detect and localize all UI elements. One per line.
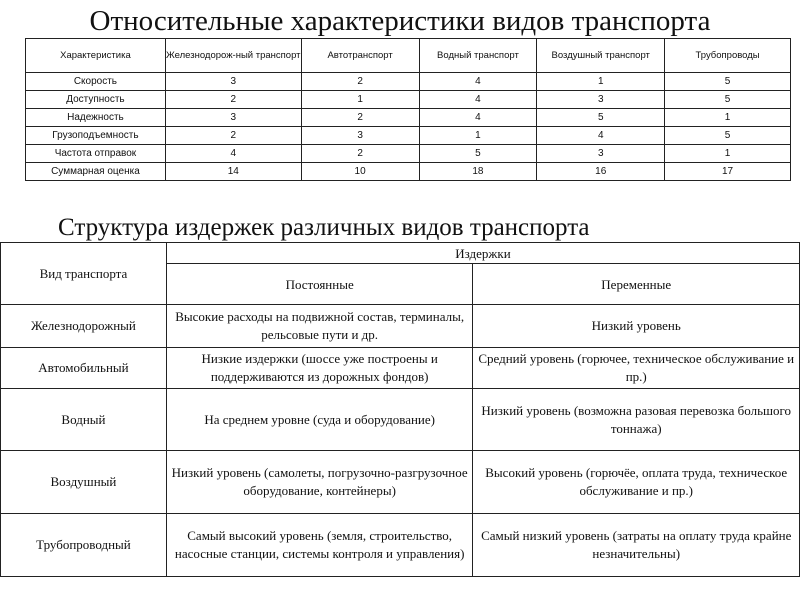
table-cell: 4 (419, 91, 537, 109)
table-cell: 5 (419, 145, 537, 163)
table-cell: 2 (301, 145, 419, 163)
table-row (1, 348, 800, 389)
header-cell: Водный транспорт (419, 39, 537, 73)
fixed-costs-cell: Самый высокий уровень (земля, строительство, насосные станции, системы контроля и управления) (166, 514, 473, 577)
variable-costs-cell: Высокий уровень (горючёе, оплата труда, техническое обслуживание и пр.) (473, 451, 800, 514)
variable-costs-cell: Низкий уровень (возможна разовая перевозка большого тоннажа) (473, 389, 800, 451)
table-cell: 5 (665, 127, 791, 145)
header-cell: Автотранспорт (301, 39, 419, 73)
table-cell: 2 (301, 109, 419, 127)
table-cell: 2 (301, 73, 419, 91)
table-row (26, 127, 791, 145)
variable-costs-cell: Средний уровень (горючее, техническое обслуживание и пр.) (473, 348, 800, 389)
table-cell: 4 (419, 109, 537, 127)
table-cell: 4 (419, 73, 537, 91)
header-variable: Переменные (473, 264, 800, 305)
table-row (26, 145, 791, 163)
table-cell: 2 (165, 91, 301, 109)
row-label: Частота отправок (26, 145, 166, 163)
table-row (1, 514, 800, 577)
table-cell: 17 (665, 163, 791, 181)
table-cell: 4 (537, 127, 665, 145)
row-label: Суммарная оценка (26, 163, 166, 181)
table-row (1, 451, 800, 514)
table-cell: 1 (665, 109, 791, 127)
table-row (26, 109, 791, 127)
table-cell: 3 (537, 91, 665, 109)
table-row (26, 163, 791, 181)
transport-type-cell: Железнодорожный (1, 305, 167, 348)
header-cell: Железнодорож-ный транспорт (165, 39, 301, 73)
row-label: Надежность (26, 109, 166, 127)
table-cell: 3 (165, 109, 301, 127)
table-cell: 3 (165, 73, 301, 91)
header-cell: Воздушный транспорт (537, 39, 665, 73)
variable-costs-cell: Самый низкий уровень (затраты на оплату труда крайне незначительны) (473, 514, 800, 577)
variable-costs-cell: Низкий уровень (473, 305, 800, 348)
characteristics-table (25, 38, 791, 181)
header-cell: Характеристика (26, 39, 166, 73)
fixed-costs-cell: Высокие расходы на подвижной состав, терминалы, рельсовые пути и др. (166, 305, 473, 348)
transport-type-cell: Автомобильный (1, 348, 167, 389)
transport-type-cell: Трубопроводный (1, 514, 167, 577)
table-cell: 4 (165, 145, 301, 163)
section-title: Структура издержек различных видов транспорта (58, 214, 590, 241)
row-label: Скорость (26, 73, 166, 91)
table-row (1, 305, 800, 348)
table-cell: 5 (665, 91, 791, 109)
table-row (26, 91, 791, 109)
header-fixed: Постоянные (166, 264, 473, 305)
table-cell: 2 (165, 127, 301, 145)
table-cell: 3 (537, 145, 665, 163)
header-costs: Издержки (166, 243, 799, 264)
row-label: Доступность (26, 91, 166, 109)
table-cell: 16 (537, 163, 665, 181)
costs-table (0, 242, 800, 577)
table-cell: 5 (665, 73, 791, 91)
table-cell: 1 (419, 127, 537, 145)
row-label: Грузоподъемность (26, 127, 166, 145)
table-cell: 3 (301, 127, 419, 145)
table-cell: 1 (301, 91, 419, 109)
table-row (1, 389, 800, 451)
table-row (26, 73, 791, 91)
table-cell: 1 (537, 73, 665, 91)
table-cell: 1 (665, 145, 791, 163)
table-cell: 10 (301, 163, 419, 181)
transport-type-cell: Водный (1, 389, 167, 451)
table-cell: 14 (165, 163, 301, 181)
transport-type-cell: Воздушный (1, 451, 167, 514)
header-cell: Трубопроводы (665, 39, 791, 73)
fixed-costs-cell: Низкий уровень (самолеты, погрузочно-разгрузочное оборудование, контейнеры) (166, 451, 473, 514)
table-cell: 5 (537, 109, 665, 127)
header-transport-type: Вид транспорта (1, 243, 167, 305)
table-header-row (1, 243, 800, 264)
table-header-row (26, 39, 791, 73)
table-cell: 18 (419, 163, 537, 181)
fixed-costs-cell: На среднем уровне (суда и оборудование) (166, 389, 473, 451)
page-title: Относительные характеристики видов транспорта (89, 5, 711, 37)
fixed-costs-cell: Низкие издержки (шоссе уже построены и поддерживаются из дорожных фондов) (166, 348, 473, 389)
